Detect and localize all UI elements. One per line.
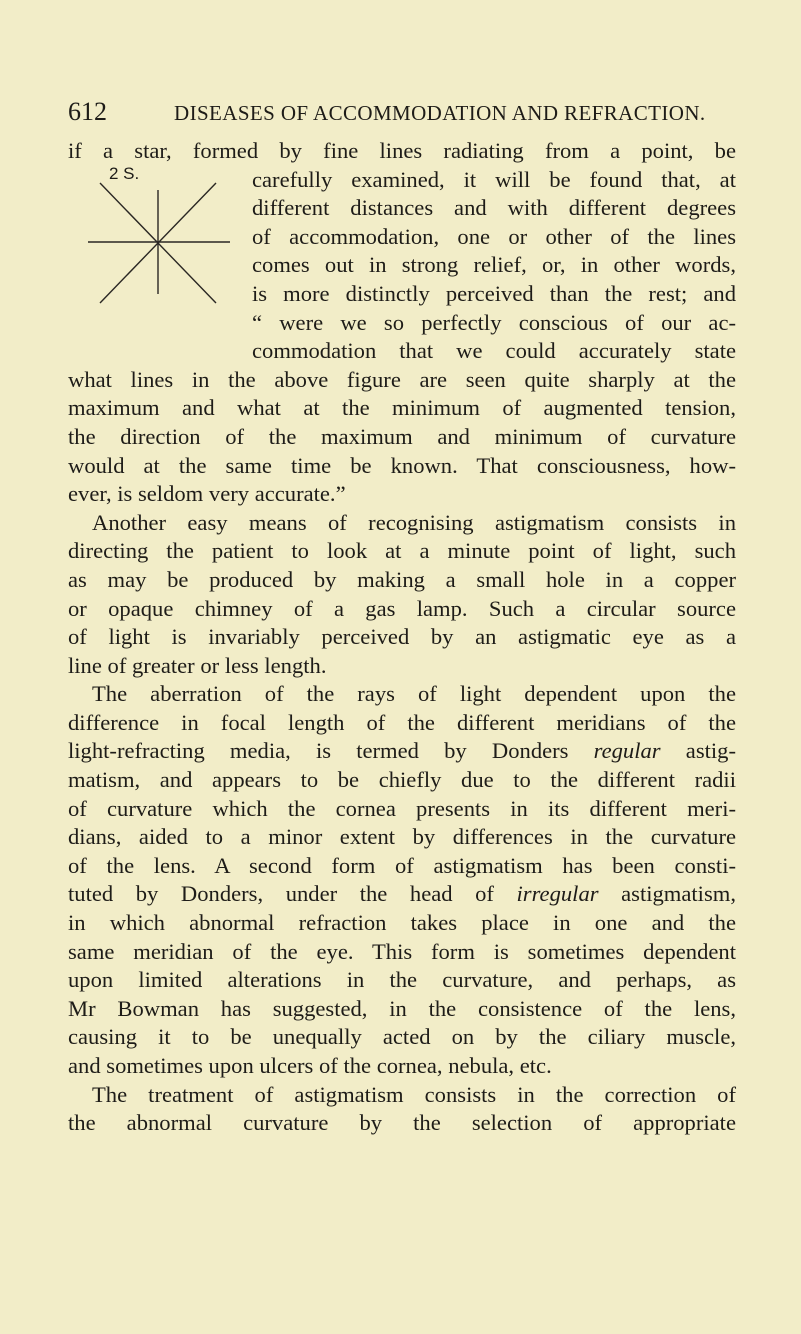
text-line: directing the patient to look at a minute point of light, such (68, 538, 736, 564)
text-line: of curvature which the cornea presents in its different meri- (68, 795, 736, 821)
figure-label: 2 S. (109, 164, 140, 183)
page-header (68, 95, 708, 129)
text-line: or opaque chimney of a gas lamp. Such a circular source (68, 595, 736, 621)
text-line: ever, is seldom very accurate.” (68, 481, 346, 507)
text-line: in which abnormal refraction takes place in one and the (68, 910, 736, 936)
text-line: The treatment of astigmatism consists in the correction of (92, 1081, 736, 1107)
text-line: The aberration of the rays of light dependent upon the (92, 681, 736, 707)
text-line: the abnormal curvature by the selection of appropriate (68, 1110, 736, 1136)
text-line: difference in focal length of the different meridians of the (68, 709, 736, 735)
text-line: is more distinctly perceived than the rest; and (252, 280, 736, 306)
text-line: comes out in strong relief, or, in other words, (252, 252, 736, 278)
text-line: causing it to be unequally acted on by the ciliary muscle, (68, 1024, 736, 1050)
text-line: same meridian of the eye. This form is sometimes dependent (68, 938, 736, 964)
text-line: if a star, formed by fine lines radiating from a point, be (68, 138, 736, 163)
text-fragment: astigmatism, (621, 881, 736, 907)
italic-term: regular (593, 738, 661, 764)
text-line: as may be produced by making a small hole in a copper (68, 566, 736, 592)
text-line: commodation that we could accurately state (252, 338, 736, 364)
text-line: “ were we so perfectly conscious of our ac- (252, 309, 736, 335)
text-line: of accommodation, one or other of the lines (252, 223, 736, 249)
text-fragment: astig- (685, 738, 736, 764)
text-line: maximum and what at the minimum of augmented tension, (68, 395, 736, 421)
text-line: Mr Bowman has suggested, in the consistence of the lens, (68, 995, 736, 1021)
text-fragment: tuted by Donders, under the head of (68, 881, 494, 907)
text-line: dians, aided to a minor extent by differences in the curvature (68, 824, 736, 850)
body-text (68, 137, 736, 1138)
text-line (68, 880, 736, 909)
italic-term: irregular (516, 881, 599, 907)
text-line: carefully examined, it will be found that, at (252, 166, 736, 192)
text-line: line of greater or less length. (68, 652, 327, 678)
text-line: upon limited alterations in the curvature, and perhaps, as (68, 967, 736, 993)
text-line: and sometimes upon ulcers of the cornea, nebula, etc. (68, 1053, 552, 1078)
text-line: different distances and with different degrees (252, 195, 736, 221)
text-line: Another easy means of recognising astigmatism consists in (92, 509, 736, 535)
text-line: what lines in the above figure are seen quite sharply at the (68, 366, 736, 392)
running-head: DISEASES OF ACCOMMODATION AND REFRACTION. (174, 101, 706, 125)
text-fragment: light-refracting media, is termed by Donders (68, 738, 569, 764)
text-line: the direction of the maximum and minimum of curvature (68, 423, 736, 449)
text-line: of the lens. A second form of astigmatism has been consti- (68, 852, 736, 878)
text-line (68, 737, 736, 766)
text-line: would at the same time be known. That consciousness, how- (68, 452, 736, 478)
text-line: matism, and appears to be chiefly due to the different radii (68, 767, 736, 793)
text-line: of light is invariably perceived by an astigmatic eye as a (68, 624, 736, 650)
page-number: 612 (68, 97, 107, 126)
